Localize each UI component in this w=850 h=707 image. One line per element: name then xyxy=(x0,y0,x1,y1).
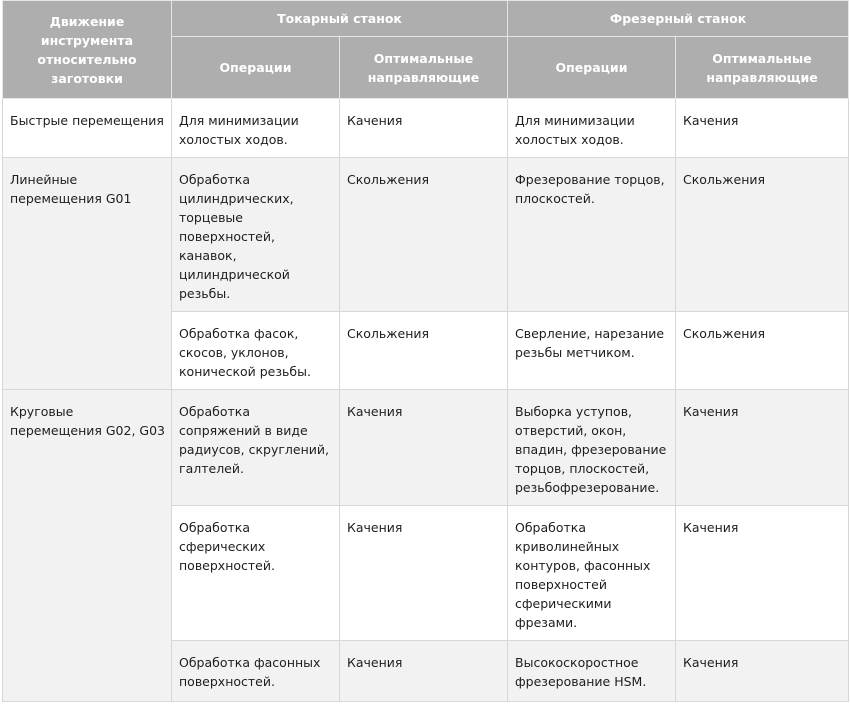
header-lathe: Токарный станок xyxy=(172,1,508,37)
header-row-top xyxy=(3,1,849,37)
header-lathe-guides: Оптимальные направляющие xyxy=(340,37,508,99)
cell-lathe-operation: Обработка цилиндрических, торцевые поверхностей, канавок, цилиндрической резьбы. xyxy=(172,158,340,312)
cell-mill-operation: Обработка криволинейных контуров, фасонных поверхностей сферическими фрезами. xyxy=(508,506,676,641)
cell-lathe-guide: Качения xyxy=(340,99,508,158)
table-body xyxy=(3,99,849,702)
comparison-table xyxy=(2,0,849,702)
cell-lathe-guide: Качения xyxy=(340,641,508,702)
cell-motion: Быстрые перемещения xyxy=(3,99,172,158)
cell-motion: Линейные перемещения G01 xyxy=(3,158,172,390)
cell-mill-guide: Скольжения xyxy=(676,312,849,390)
table-row xyxy=(3,99,849,158)
table-row xyxy=(3,390,849,506)
header-motion: Движение инструмента относительно заготовки xyxy=(3,1,172,99)
cell-lathe-operation: Обработка сопряжений в виде радиусов, скруглений, галтелей. xyxy=(172,390,340,506)
header-lathe-operations: Операции xyxy=(172,37,340,99)
header-mill-guides: Оптимальные направляющие xyxy=(676,37,849,99)
cell-mill-operation: Фрезерование торцов, плоскостей. xyxy=(508,158,676,312)
cell-lathe-operation: Обработка фасонных поверхностей. xyxy=(172,641,340,702)
cell-lathe-guide: Скольжения xyxy=(340,158,508,312)
table-row xyxy=(3,158,849,312)
cell-mill-operation: Выборка уступов, отверстий, окон, впадин, фрезерование торцов, плоскостей, резьбофрезерование. xyxy=(508,390,676,506)
cell-mill-guide: Качения xyxy=(676,506,849,641)
cell-mill-operation: Сверление, нарезание резьбы метчиком. xyxy=(508,312,676,390)
cell-mill-guide: Качения xyxy=(676,641,849,702)
cell-mill-guide: Качения xyxy=(676,99,849,158)
header-mill-operations: Операции xyxy=(508,37,676,99)
cell-mill-operation: Для минимизации холостых ходов. xyxy=(508,99,676,158)
cell-mill-guide: Качения xyxy=(676,390,849,506)
cell-mill-guide: Скольжения xyxy=(676,158,849,312)
cell-lathe-guide: Скольжения xyxy=(340,312,508,390)
cell-lathe-operation: Обработка сферических поверхностей. xyxy=(172,506,340,641)
cell-lathe-operation: Для минимизации холостых ходов. xyxy=(172,99,340,158)
cell-lathe-guide: Качения xyxy=(340,506,508,641)
header-mill: Фрезерный станок xyxy=(508,1,849,37)
cell-lathe-operation: Обработка фасок, скосов, уклонов, конической резьбы. xyxy=(172,312,340,390)
cell-motion: Круговые перемещения G02, G03 xyxy=(3,390,172,702)
table-header xyxy=(3,1,849,99)
cell-lathe-guide: Качения xyxy=(340,390,508,506)
cell-mill-operation: Высокоскоростное фрезерование HSM. xyxy=(508,641,676,702)
